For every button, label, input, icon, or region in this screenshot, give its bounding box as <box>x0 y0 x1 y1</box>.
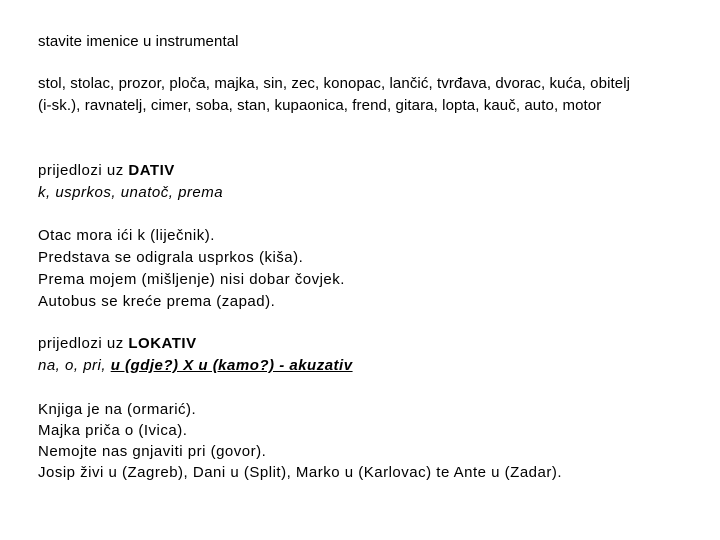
lokativ-sentence: Nemojte nas gnjaviti pri (govor). <box>38 443 267 460</box>
dativ-case-name: DATIV <box>128 162 175 179</box>
instrumental-words-line-1: stol, stolac, prozor, ploča, majka, sin, zec, konopac, lančić, tvrđava, dvorac, kuća, obitelj <box>38 75 631 92</box>
lokativ-sentence: Knjiga je na (ormarić). <box>38 401 197 418</box>
lokativ-prepositions <box>38 355 353 377</box>
instrumental-heading: stavite imenice u instrumental <box>38 33 239 50</box>
dativ-label-prefix: prijedlozi uz <box>38 162 129 179</box>
lokativ-sentence: Majka priča o (Ivica). <box>38 422 188 439</box>
lokativ-case-name: LOKATIV <box>128 335 197 352</box>
dativ-sentence: Autobus se kreće prema (zapad). <box>38 293 276 310</box>
lokativ-sentence: Josip živi u (Zagreb), Dani u (Split), Marko u (Karlovac) te Ante u (Zadar). <box>38 464 563 481</box>
lokativ-preposition-list: na, o, pri, <box>38 357 111 374</box>
dativ-label <box>38 160 175 182</box>
lokativ-label <box>38 333 197 355</box>
instrumental-words-line-2: (i-sk.), ravnatelj, cimer, soba, stan, kupaonica, frend, gitara, lopta, kauč, auto, motor <box>38 97 602 114</box>
dativ-sentence: Otac mora ići k (liječnik). <box>38 227 215 244</box>
dativ-prepositions: k, usprkos, unatoč, prema <box>38 184 224 201</box>
lokativ-label-prefix: prijedlozi uz <box>38 335 129 352</box>
dativ-sentence: Prema mojem (mišljenje) nisi dobar čovjek. <box>38 271 345 288</box>
dativ-sentence: Predstava se odigrala usprkos (kiša). <box>38 249 304 266</box>
lokativ-akuzativ-note: u (gdje?) X u (kamo?) - akuzativ <box>110 357 353 374</box>
